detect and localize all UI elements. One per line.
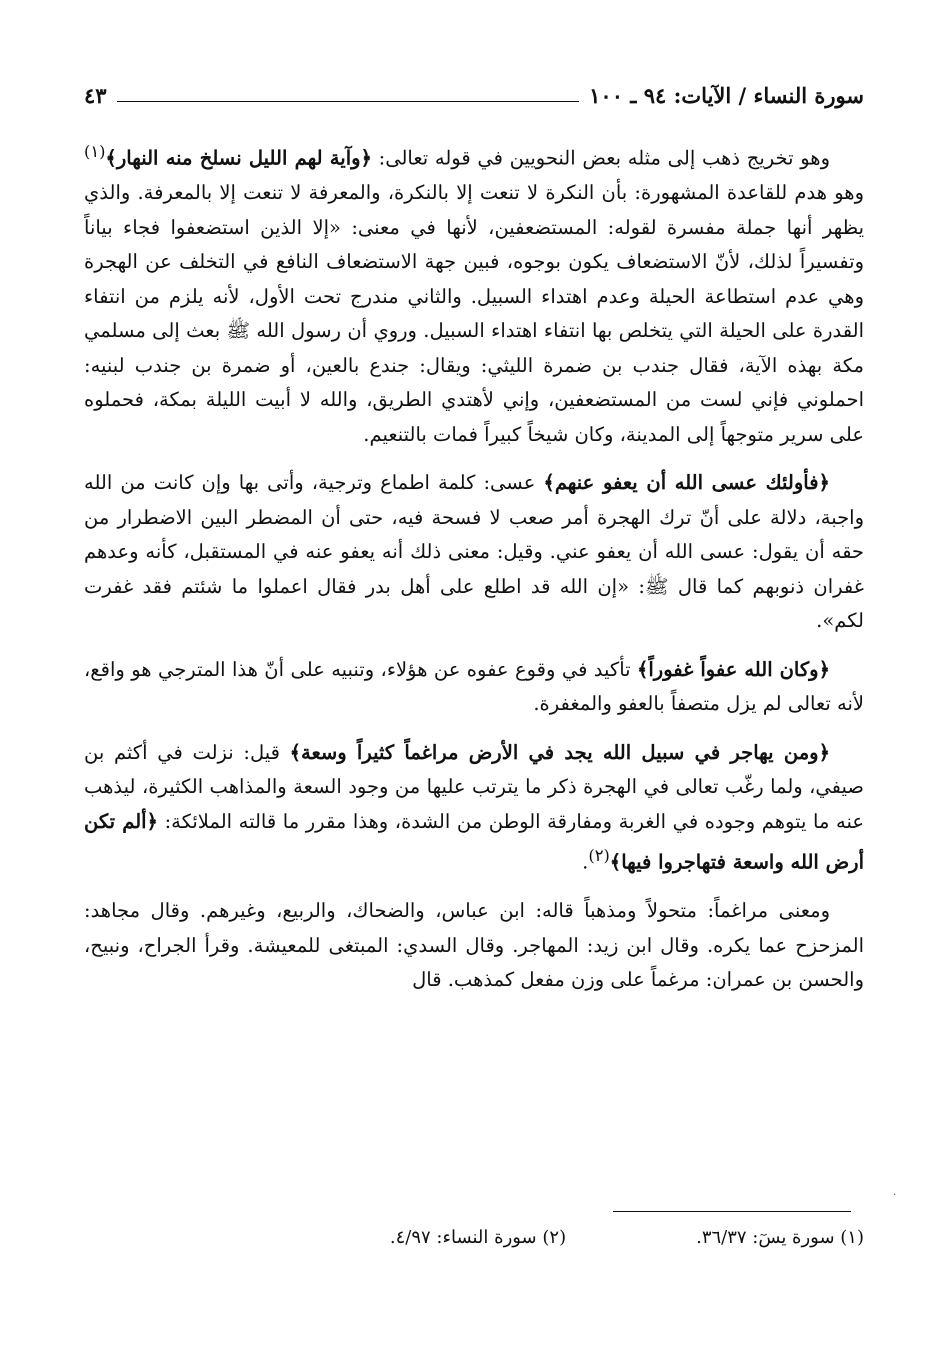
p4-end: . xyxy=(582,850,589,874)
p1-intro: وهو تخريج ذهب إلى مثله بعض النحويين في قوله تعالى: xyxy=(371,146,830,170)
paragraph-1 xyxy=(84,135,864,452)
paragraph-2 xyxy=(84,466,864,639)
scan-speck: · xyxy=(893,1190,897,1201)
paragraph-4 xyxy=(84,736,864,881)
header-rule xyxy=(117,101,580,102)
page-number: ٤٣ xyxy=(84,82,107,108)
p3-text: تأكيد في وقوع عفوه عن هؤلاء، وتنبيه على أنّ هذا المترجي هو واقع، لأنه تعالى لم يزل متصفاً بالعفو والمغفرة. xyxy=(84,657,864,715)
quran-verse: ﴿وآية لهم الليل نسلخ منه النهار﴾ xyxy=(105,146,372,170)
quran-verse: ﴿ومن يهاجر في سبيل الله يجد في الأرض مراغماً كثيراً وسعة﴾ xyxy=(289,740,830,764)
quran-verse: ﴿وكان الله عفواً غفوراً﴾ xyxy=(636,657,830,681)
header-title: سورة النساء / الآيات: ٩٤ ـ ١٠٠ xyxy=(589,82,864,108)
main-text xyxy=(84,135,864,1012)
quran-verse: ﴿فأولئك عسى الله أن يعفو عنهم﴾ xyxy=(543,471,830,494)
quran-verse-2: ﴿ألم تكن أرض الله واسعة فتهاجروا فيها﴾ xyxy=(84,809,864,874)
footnote-ref-2: (٢) xyxy=(588,846,610,865)
footnote-rule xyxy=(613,1211,851,1212)
running-header xyxy=(84,78,864,112)
p1-text: وهو هدم للقاعدة المشهورة: بأن النكرة لا تنعت إلا بالنكرة، والمعرفة لا تنعت إلا بالمعرفة. والذي يظهر أنها جملة مفسرة لقوله: المستضعفين، لأنها في معنى: «إلا الذين استضعفوا فجاء بياناً وتفسيراً لذلك، لأنّ الاستضعاف يكون بوجوه، فبين جهة الاستضعاف النافع في التخلف عن الهجرة وهي عدم استطاعة الحيلة وعدم اهتداء السبيل. والثاني مندرج تحت الأول، لأنه يلزم من انتفاء القدرة على الحيلة التي يتخلص بها انتفاء اهتداء السبيل. وروي أن رسول الله ﷺ بعث إلى مسلمي مكة بهذه الآية، فقال جندب بن ضمرة الليثي: ويقال: جندع بالعين، أو ضمرة بن جندب لبنيه: احملوني فإني لست من المستضعفين، وإني لأهتدي الطريق، والله لا أبيت الليلة بمكة، فحملوه على سرير متوجهاً إلى المدينة، وكان شيخاً كبيراً فمات بالتنعيم. xyxy=(84,181,864,446)
footnotes xyxy=(84,1227,864,1248)
paragraph-5: ومعنى مراغماً: متحولاً ومذهباً قاله: ابن عباس، والضحاك، والربيع، وغيرهم. وقال مجاهد: المزحزح عما يكره. وقال ابن زيد: المهاجر. وقال السدي: المبتغى للمعيشة. وقرأ الجراح، ونبيح، والحسن بن عمران: مرغماً على وزن مفعل كمذهب. قال xyxy=(84,899,864,991)
footnote-2: (٢) سورة النساء: ٤/٩٧. xyxy=(389,1227,567,1248)
p4-text: قيل: نزلت في أكثم بن صيفي، ولما رغّب تعالى في الهجرة ذكر ما يترتب عليها من وجود السعة والمذاهب الكثيرة، ليذهب عنه ما يتوهم وجوده في الغربة ومفارقة الوطن من الشدة، وهذا مقرر ما قالته الملائكة: xyxy=(84,740,864,833)
p2-text: عسى: كلمة اطماع وترجية، وأتى بها وإن كانت من الله واجبة، دلالة على أنّ ترك الهجرة أمر صعب لا فسحة فيه، حتى أن المضطر البين الاضطرار من حقه أن يقول: عسى الله أن يعفو عني. وقيل: معنى ذلك أنه يعفو عنه في المستقبل، كأنه وعدهم غفران ذنوبهم كما قال ﷺ: «إن الله قد اطلع على أهل بدر فقال اعملوا ما شئتم فقد غفرت لكم». xyxy=(84,471,864,632)
footnote-1: (١) سورة يسٓ: ٣٦/٣٧. xyxy=(696,1227,864,1248)
paragraph-3 xyxy=(84,653,864,722)
footnote-ref-1: (١) xyxy=(84,142,106,161)
